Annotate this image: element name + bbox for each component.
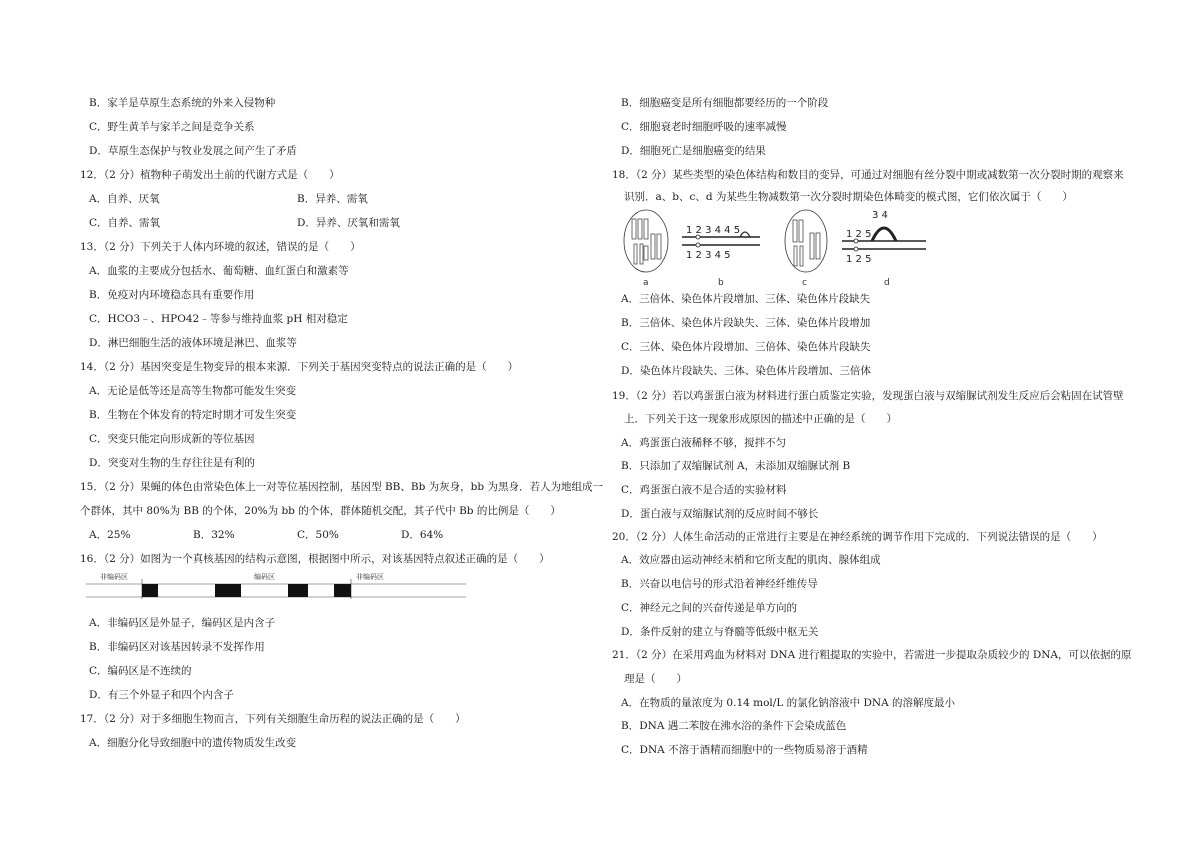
chromosome-variation-figure xyxy=(620,207,940,289)
q12-options-ab xyxy=(89,192,368,206)
q11-option-b: B．家羊是草原生态系统的外来入侵物种 xyxy=(89,97,276,109)
q17-stem: 17．（2 分）对于多细胞生物而言，下列有关细胞生命历程的说法正确的是（ ） xyxy=(80,713,466,725)
exon-4 xyxy=(334,584,351,597)
figure-c-cell xyxy=(785,210,827,272)
q15-stem-line1: 15．（2 分）果蝇的体色由常染色体上一对等位基因控制，基因型 BB、Bb 为灰身，bb 为黑身．若人为地组成一 xyxy=(80,481,603,493)
q12-option-a: A．自养、厌氧 xyxy=(89,193,160,205)
figure-d-bottom-labels: 1 2 5 xyxy=(846,254,872,265)
figure-label-right-noncoding: 非编码区 xyxy=(356,573,384,581)
q17-option-a: A．细胞分化导致细胞中的遗传物质发生改变 xyxy=(89,737,297,749)
figure-b-top-labels: 1 2 3 4 4 5 xyxy=(686,225,741,236)
exon-1 xyxy=(142,584,158,597)
q12-options-cd xyxy=(89,216,400,230)
q15-option-b: B．32% xyxy=(193,529,235,541)
q16-option-a: A．非编码区是外显子，编码区是内含子 xyxy=(89,617,276,629)
q13-option-a: A．血浆的主要成分包括水、葡萄糖、血红蛋白和激素等 xyxy=(89,265,349,277)
q20-option-d: D．条件反射的建立与脊髓等低级中枢无关 xyxy=(621,626,819,638)
q21-stem-line1: 21．（2 分）在采用鸡血为材料对 DNA 进行粗提取的实验中，若需进一步提取杂质较少的 DNA，可以依据的原 xyxy=(612,649,1132,661)
q14-option-d: D．突变对生物的生存往往是有利的 xyxy=(89,457,255,469)
q15-option-a: A．25% xyxy=(89,529,131,541)
q11-option-c: C．野生黄羊与家羊之间是竞争关系 xyxy=(89,121,255,133)
gene-structure-figure xyxy=(86,569,466,603)
figure-caption-a: a xyxy=(643,278,649,288)
figure-d-pairing xyxy=(842,210,926,265)
q17-option-c: C．细胞衰老时细胞呼吸的速率减慢 xyxy=(621,121,787,133)
exon-3 xyxy=(288,584,308,597)
q19-option-d: D．蛋白液与双缩脲试剂的反应时间不够长 xyxy=(621,508,819,520)
q13-option-d: D．淋巴细胞生活的液体环境是淋巴、血浆等 xyxy=(89,337,297,349)
figure-a-cell xyxy=(624,210,668,272)
q12-option-d: D．异养、厌氧和需氧 xyxy=(297,217,400,229)
figure-label-left-noncoding: 非编码区 xyxy=(100,573,128,581)
q14-option-a: A．无论是低等还是高等生物都可能发生突变 xyxy=(89,385,297,397)
figure-label-coding: 编码区 xyxy=(254,573,275,581)
q18-stem-line1: 18．（2 分）某些类型的染色体结构和数目的变异，可通过对细胞有丝分裂中期或减数第一次分裂时期的观察来 xyxy=(612,169,1124,181)
q16-stem: 16．（2 分）如图为一个真核基因的结构示意图，根据图中所示，对该基因特点叙述正确的是（ ） xyxy=(80,553,550,565)
q11-option-d: D．草原生态保护与牧业发展之间产生了矛盾 xyxy=(89,145,297,157)
q14-option-b: B．生物在个体发育的特定时期才可发生突变 xyxy=(89,409,297,421)
q19-option-a: A．鸡蛋蛋白液稀释不够，搅拌不匀 xyxy=(621,437,787,449)
figure-d-loop-labels: 3 4 xyxy=(872,210,888,221)
q19-stem-line2: 上．下列关于这一现象形成原因的描述中正确的是（ ） xyxy=(624,413,897,425)
q20-option-b: B．兴奋以电信号的形式沿着神经纤维传导 xyxy=(621,578,818,590)
q16-option-b: B．非编码区对该基因转录不发挥作用 xyxy=(89,641,265,653)
q18-option-b: B．三倍体、染色体片段缺失、三体、染色体片段增加 xyxy=(621,317,871,329)
q14-stem: 14．（2 分）基因突变是生物变异的根本来源．下列关于基因突变特点的说法正确的是（ ） xyxy=(80,361,519,373)
q17-option-b: B．细胞癌变是所有细胞都要经历的一个阶段 xyxy=(621,97,829,109)
q12-option-b: B．异养、需氧 xyxy=(297,193,368,205)
q18-option-a: A．三倍体、染色体片段增加、三体、染色体片段缺失 xyxy=(621,293,871,305)
q15-option-d: D．64% xyxy=(401,529,444,541)
q12-stem: 12．（2 分）植物种子萌发出土前的代谢方式是（ ） xyxy=(80,169,340,181)
figure-caption-b: b xyxy=(718,278,724,288)
q21-option-b: B．DNA 遇二苯胺在沸水浴的条件下会染成蓝色 xyxy=(621,720,847,732)
q16-option-d: D．有三个外显子和四个内含子 xyxy=(89,689,234,701)
q20-stem: 20．（2 分）人体生命活动的正常进行主要是在神经系统的调节作用下完成的．下列说法错误的是（ ） xyxy=(612,531,1103,543)
q13-option-c: C．HCO3﹣、HPO42﹣等参与维持血浆 pH 相对稳定 xyxy=(89,313,348,325)
figure-caption-d: d xyxy=(884,278,890,288)
q12-option-c: C．自养、需氧 xyxy=(89,217,161,229)
figure-d-top-labels: 1 2 5 xyxy=(846,229,872,240)
figure-b-pairing xyxy=(682,225,760,261)
q20-option-c: C．神经元之间的兴奋传递是单方向的 xyxy=(621,602,798,614)
figure-b-bottom-labels: 1 2 3 4 5 xyxy=(686,250,731,261)
q13-option-b: B．免疫对内环境稳态具有重要作用 xyxy=(89,289,255,301)
q18-stem-line2: 识别．a、b、c、d 为某些生物减数第一次分裂时期染色体畸变的模式图，它们依次属于（ ） xyxy=(624,191,1073,203)
q21-stem-line2: 理是（ ） xyxy=(624,673,687,685)
q19-option-b: B．只添加了双缩脲试剂 A，未添加双缩脲试剂 B xyxy=(621,460,851,472)
q15-option-c: C．50% xyxy=(297,529,339,541)
q20-option-a: A．效应器由运动神经末梢和它所支配的肌肉、腺体组成 xyxy=(621,554,881,566)
q16-option-c: C．编码区是不连续的 xyxy=(89,665,192,677)
q19-option-c: C．鸡蛋蛋白液不是合适的实验材料 xyxy=(621,484,787,496)
q14-option-c: C．突变只能定向形成新的等位基因 xyxy=(89,433,255,445)
q19-stem-line1: 19．（2 分）若以鸡蛋蛋白液为材料进行蛋白质鉴定实验，发现蛋白液与双缩脲试剂发生反应后会粘固在试管壁 xyxy=(612,390,1124,402)
q21-option-c: C．DNA 不溶于酒精而细胞中的一些物质易溶于酒精 xyxy=(621,744,868,756)
q13-stem: 13．（2 分）下列关于人体内环境的叙述，错误的是（ ） xyxy=(80,241,361,253)
q18-option-c: C．三体、染色体片段增加、三倍体、染色体片段缺失 xyxy=(621,341,871,353)
q21-option-a: A．在物质的量浓度为 0.14 mol/L 的氯化钠溶液中 DNA 的溶解度最小 xyxy=(621,697,955,709)
q17-option-d: D．细胞死亡是细胞癌变的结果 xyxy=(621,145,766,157)
q18-option-d: D．染色体片段缺失、三体、染色体片段增加、三倍体 xyxy=(621,365,871,377)
q15-stem-line2: 个群体，其中 80%为 BB 的个体，20%为 bb 的个体，群体随机交配，其子代中 Bb 的比例是（ ） xyxy=(80,505,561,517)
figure-caption-c: c xyxy=(802,278,807,288)
q15-options xyxy=(89,528,443,542)
exon-2 xyxy=(215,584,241,597)
